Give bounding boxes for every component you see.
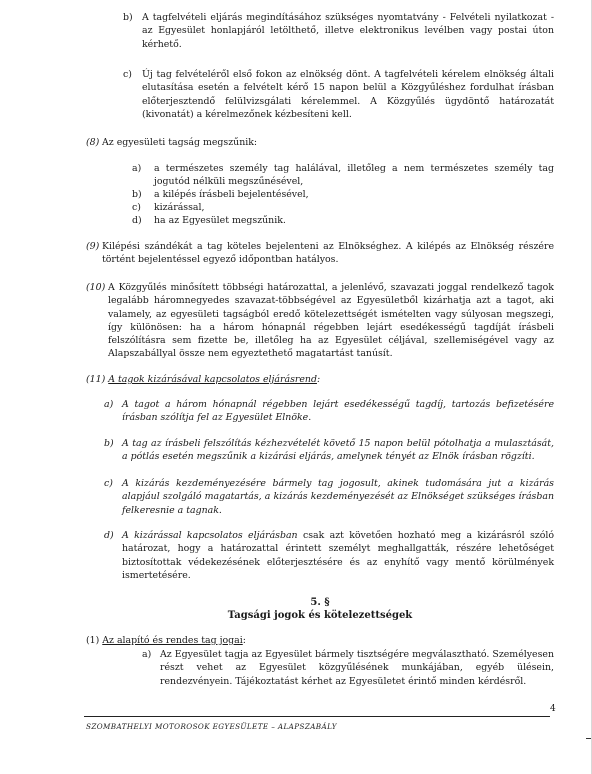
page-number: 4	[550, 704, 556, 714]
list-item-text: A tag az írásbeli felszólítás kézhezvételét követő 15 napon belül pótolhatja a mulasztását, a pótlás esetén megszűnik a kizárási eljárás, amelynek tényét az Elnök írásban rögzíti.	[122, 438, 554, 463]
paragraph-heading	[86, 373, 386, 386]
paragraph-number: (10)	[86, 282, 106, 293]
item-label: b)	[132, 189, 142, 200]
list-item-text: A tagfelvételi eljárás megindításához szükséges nyomtatvány - Felvételi nyilatkozat - az Egyesület honlapjáról letölthető, illetve elektronikus levélben vagy postai úton kérhető.	[142, 12, 554, 50]
paragraph-number: (1)	[86, 635, 100, 646]
heading-text: A tagok kizárásával kapcsolatos eljárásrend	[108, 374, 317, 385]
text-run: csak azt követően hozható meg a kizárásról szóló határozat, hogy a határozattal érintett személyt meghallgatták, részére lehetőséget biztosítottak védekezésének előterjesztésére és az enyhítő vagy mentő körülmények ismertetésére.	[122, 530, 555, 581]
paragraph-number: (11)	[86, 374, 106, 385]
item-label: c)	[104, 478, 113, 489]
paragraph-number: (9)	[86, 241, 100, 252]
item-label: b)	[104, 438, 114, 449]
item-label: a)	[104, 399, 114, 410]
italic-run: A kizárással kapcsolatos eljárásban	[122, 530, 298, 541]
section-number: 5. §	[310, 597, 330, 608]
list-item-text: Új tag felvételéről első fokon az elnökség dönt. A tagfelvételi kérelem elnökség általi elutasítása esetén a felvételt kérő 15 napon belül a Közgyűléshez fordulhat írásban előterjesztendő felülvizsgálati kérelemmel. A Közgyűlés ügydöntő határozatát (kivonatát) a kérelmezőnek kézbesíteni kell.	[142, 69, 554, 120]
paragraph-text: Kilépési szándékát a tag köteles bejelenteni az Elnökséghez. A kilépés az Elnökség részére történt bejelentéssel egyező időpontban hatályos.	[102, 241, 554, 266]
item-label: b)	[123, 12, 133, 23]
section-title: Tagsági jogok és kötelezettségek	[227, 610, 413, 621]
list-item-text: a természetes személy tag halálával, illetőleg a nem természetes személy tag jogutód nélküli megszűnésével,	[154, 163, 554, 188]
heading-colon: :	[316, 374, 321, 385]
list-item-text: A kizárás kezdeményezésére bármely tag jogosult, akinek tudomására jut a kizárás alapjául szolgáló magatartás, a kizárás kezdeményezését az Elnökséget szükséges írásban felkeresnie a tagnak.	[122, 478, 554, 516]
list-item-text: Az Egyesület tagja az Egyesület bármely tisztségére megválasztható. Személyesen részt vehet az Egyesület közgyűlésének munkájában, egyéb ülésein, rendezvényein. Tájékoztatást kérhet az Egyesületet érintő minden kérdésről.	[160, 649, 554, 687]
paragraph-heading	[86, 634, 386, 647]
list-item-text: kizárással,	[154, 202, 205, 213]
item-label: d)	[104, 530, 114, 541]
item-label: c)	[123, 69, 132, 80]
paragraph-text: Az egyesületi tagság megszűnik:	[102, 137, 258, 148]
paragraph-text: A Közgyűlés minősített többségi határozattal, a jelenlévő, szavazati joggal rendelkező tagok legalább háromnegyedes szavazat-többségével az Egyesületből kizárhatja azt a tagot, aki valamely, az egyesületi tagságból eredő kötelezettségét ismételten vagy súlyosan megszegi, így különösen: ha a három hónapnál régebben lejárt esedékességű tagdíját írásbeli felszólításra sem fizette be, illetőleg ha az Egyesület céljával, szellemiségével vagy az Alapszabállyal össze nem egyeztethető magatartást tanúsít.	[108, 282, 554, 360]
item-label: a)	[132, 163, 142, 174]
item-label: d)	[132, 215, 142, 226]
paragraph-number: (8)	[86, 137, 100, 148]
heading-colon: :	[242, 635, 246, 646]
footer-divider	[84, 716, 550, 717]
footer-text: SZOMBATHELYI MOTOROSOK EGYESÜLETE – ALAPSZABÁLY	[86, 722, 337, 731]
list-item-text: a kilépés írásbeli bejelentésével,	[154, 189, 309, 200]
list-item-text: A tagot a három hónapnál régebben lejárt esedékességű tagdíj, tartozás befizetésére írásban szólítja fel az Egyesület Elnöke.	[122, 399, 554, 424]
heading-text: Az alapító és rendes tag jogai	[102, 635, 243, 646]
item-label: a)	[142, 649, 152, 660]
item-label: c)	[132, 202, 141, 213]
list-item-text	[122, 529, 554, 582]
list-item-text: ha az Egyesület megszűnik.	[154, 215, 286, 226]
